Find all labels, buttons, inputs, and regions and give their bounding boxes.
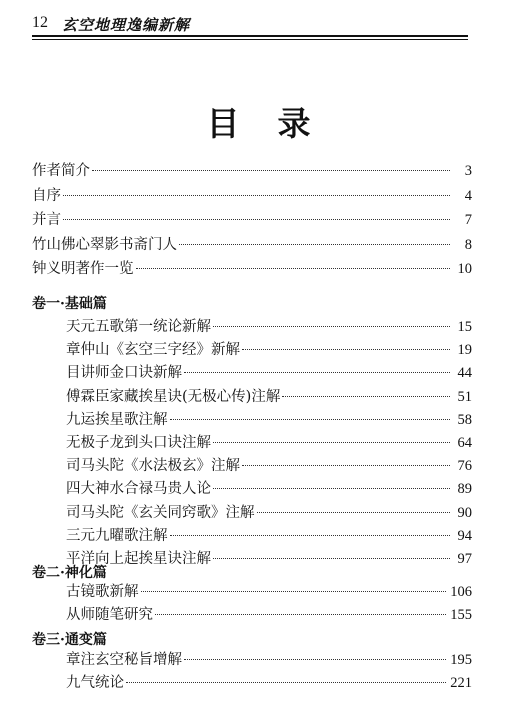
dot-leader	[184, 372, 450, 373]
toc-entry-page: 19	[457, 342, 472, 359]
toc-entry-label: 竹山佛心翠影书斋门人	[32, 236, 177, 253]
toc-entry-page: 221	[450, 675, 472, 692]
toc-entry-page: 51	[457, 388, 472, 405]
toc-entry-page: 44	[457, 365, 472, 382]
toc-entry-label: 傅霖臣家藏挨星诀(无极心传)注解	[66, 388, 281, 405]
toc-entry[interactable]	[66, 454, 472, 477]
dot-leader	[179, 244, 450, 245]
toc-entry-page: 15	[457, 319, 472, 335]
dot-leader	[141, 591, 447, 592]
toc-entry-page: 4	[464, 187, 472, 204]
toc-entry-page: 195	[450, 652, 472, 668]
dot-leader	[155, 614, 446, 615]
toc-entry[interactable]	[32, 184, 472, 209]
toc-entry-label: 九气统论	[66, 675, 124, 692]
toc-entry-label: 九运挨星歌注解	[66, 411, 168, 428]
toc-entry-page: 90	[457, 504, 472, 521]
volume-entries	[66, 580, 472, 626]
dot-leader	[92, 170, 450, 171]
toc-entry[interactable]	[66, 547, 472, 570]
dot-leader	[242, 465, 450, 466]
toc-entry[interactable]	[32, 208, 472, 233]
toc-entry[interactable]	[32, 233, 472, 258]
toc-entry-page: 76	[457, 458, 472, 475]
toc-entry-page: 10	[457, 261, 472, 277]
toc-entry-label: 章仲山《玄空三字经》新解	[66, 342, 240, 359]
toc-entry-page: 3	[464, 163, 472, 179]
page-number: 12	[32, 14, 48, 31]
volume-entries	[66, 315, 472, 570]
dot-leader	[136, 268, 451, 269]
toc-entry[interactable]	[66, 408, 472, 431]
dot-leader	[170, 535, 451, 536]
toc-entry-label: 钟义明著作一览	[32, 261, 134, 277]
toc-entry-label: 作者简介	[32, 163, 90, 179]
toc-entry[interactable]	[66, 524, 472, 547]
toc-entry[interactable]	[32, 159, 472, 184]
dot-leader	[242, 349, 450, 350]
dot-leader	[213, 442, 450, 443]
volume-heading: 卷三·通变篇	[32, 632, 107, 648]
toc-entry-page: 58	[457, 411, 472, 428]
toc-entry[interactable]	[66, 501, 472, 524]
toc-entry[interactable]	[66, 385, 472, 408]
dot-leader	[213, 558, 450, 559]
header-rule-thick	[32, 35, 468, 37]
toc-entry-page: 64	[457, 434, 472, 451]
toc-entry-label: 四大神水合禄马贵人论	[66, 481, 211, 498]
front-matter-list	[32, 159, 472, 282]
toc-entry[interactable]	[66, 648, 472, 671]
toc-entry[interactable]	[66, 315, 472, 338]
toc-entry-page: 8	[464, 236, 472, 253]
dot-leader	[282, 396, 450, 397]
page-title: 目录	[206, 104, 349, 143]
toc-entry[interactable]	[66, 477, 472, 500]
dot-leader	[170, 419, 451, 420]
toc-entry[interactable]	[32, 257, 472, 282]
toc-entry[interactable]	[66, 338, 472, 361]
toc-entry-label: 从师随笔研究	[66, 607, 153, 624]
toc-entry-page: 106	[450, 584, 472, 600]
volume-entries	[66, 648, 472, 694]
toc-entry-label: 无极子龙到头口诀注解	[66, 434, 211, 451]
dot-leader	[126, 682, 446, 683]
header-rule-thin	[32, 39, 468, 40]
toc-entry-label: 章注玄空秘旨增解	[66, 652, 182, 668]
dot-leader	[213, 326, 450, 327]
toc-entry-label: 古镜歌新解	[66, 584, 139, 600]
toc-entry-page: 7	[464, 212, 472, 228]
toc-entry-label: 并言	[32, 212, 61, 228]
toc-entry-page: 89	[457, 481, 472, 498]
toc-entry-label: 自序	[32, 187, 61, 204]
toc-entry-page: 97	[457, 550, 472, 567]
toc-entry-label: 天元五歌第一统论新解	[66, 319, 211, 335]
toc-entry-label: 司马头陀《玄关同窍歌》注解	[66, 504, 255, 521]
toc-entry[interactable]	[66, 671, 472, 694]
toc-entry-label: 三元九曜歌注解	[66, 527, 168, 544]
running-header	[32, 12, 470, 34]
toc-entry[interactable]	[66, 431, 472, 454]
toc-entry[interactable]	[66, 603, 472, 626]
toc-entry-label: 平洋向上起挨星诀注解	[66, 550, 211, 567]
dot-leader	[63, 195, 450, 196]
toc-entry-label: 目讲师金口诀新解	[66, 365, 182, 382]
toc-entry[interactable]	[66, 580, 472, 603]
dot-leader	[63, 219, 450, 220]
dot-leader	[213, 488, 450, 489]
toc-entry-page: 155	[450, 607, 472, 624]
toc-entry-label: 司马头陀《水法极玄》注解	[66, 458, 240, 475]
running-title: 玄空地理逸编新解	[62, 16, 191, 34]
toc-entry-page: 94	[457, 527, 472, 544]
volume-heading: 卷一·基础篇	[32, 296, 107, 312]
volume-heading: 卷二·神化篇	[32, 565, 107, 581]
toc-entry[interactable]	[66, 361, 472, 384]
dot-leader	[257, 512, 451, 513]
dot-leader	[184, 659, 446, 660]
